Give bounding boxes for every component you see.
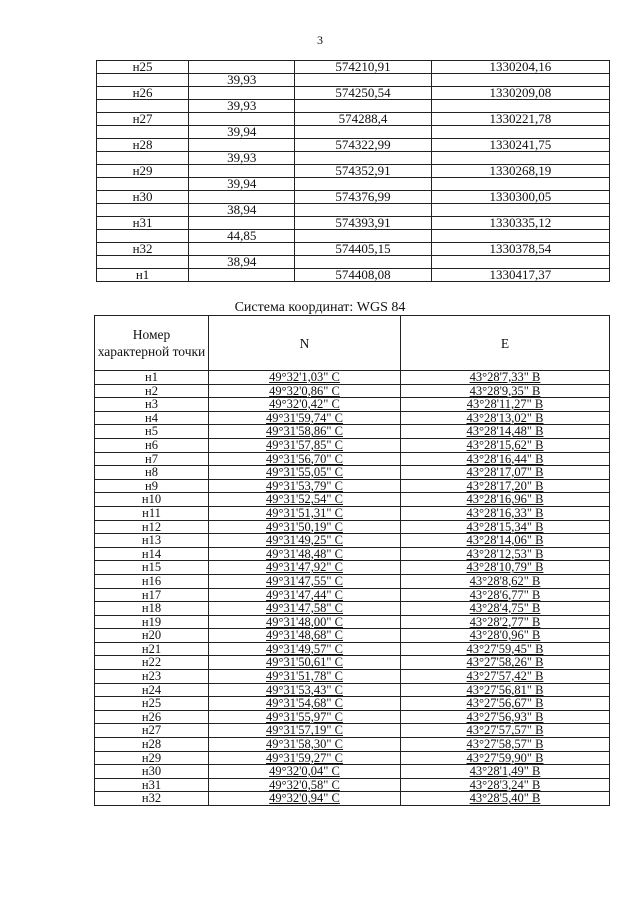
latitude-cell: 49°32'0,86" С xyxy=(209,384,401,398)
table-row xyxy=(95,778,610,792)
point-cell: н1 xyxy=(95,371,209,385)
table-row xyxy=(95,642,610,656)
longitude-cell: 43°28'1,49" В xyxy=(401,765,610,779)
table-row xyxy=(95,683,610,697)
table-header-row xyxy=(95,316,610,371)
y-cell: 1330335,12 xyxy=(431,217,609,230)
point-cell: н28 xyxy=(95,738,209,752)
longitude-cell: 43°28'7,33" В xyxy=(401,371,610,385)
table-row xyxy=(97,87,610,100)
table-row xyxy=(95,520,610,534)
y-cell: 1330378,54 xyxy=(431,243,609,256)
distance-cell: 39,93 xyxy=(189,74,295,87)
table-row xyxy=(95,792,610,806)
distance-cell: 39,94 xyxy=(189,126,295,139)
distance-cell: 44,85 xyxy=(189,230,295,243)
y-cell: 1330209,08 xyxy=(431,87,609,100)
longitude-cell: 43°28'6,77" В xyxy=(401,588,610,602)
table-row xyxy=(97,243,610,256)
table-row xyxy=(95,384,610,398)
point-cell: н27 xyxy=(95,724,209,738)
table-row xyxy=(95,588,610,602)
longitude-cell: 43°28'9,35" В xyxy=(401,384,610,398)
longitude-cell: 43°28'2,77" В xyxy=(401,615,610,629)
point-cell: н11 xyxy=(95,506,209,520)
point-cell: н12 xyxy=(95,520,209,534)
point-cell: н25 xyxy=(95,697,209,711)
longitude-cell: 43°28'16,33" В xyxy=(401,506,610,520)
longitude-cell: 43°27'56,67" В xyxy=(401,697,610,711)
point-cell: н6 xyxy=(95,438,209,452)
point-cell: н32 xyxy=(97,243,189,256)
point-cell: н26 xyxy=(97,87,189,100)
point-cell: н13 xyxy=(95,534,209,548)
table-row xyxy=(95,438,610,452)
latitude-cell: 49°31'49,57" С xyxy=(209,642,401,656)
point-cell: н30 xyxy=(97,191,189,204)
latitude-cell: 49°31'58,30" С xyxy=(209,738,401,752)
y-cell: 1330204,16 xyxy=(431,61,609,74)
table-row xyxy=(95,371,610,385)
point-cell: н1 xyxy=(97,269,189,282)
table-row xyxy=(95,738,610,752)
longitude-cell: 43°28'17,20" В xyxy=(401,479,610,493)
table-row xyxy=(95,479,610,493)
x-cell: 574210,91 xyxy=(295,61,431,74)
point-cell: н17 xyxy=(95,588,209,602)
longitude-cell: 43°27'56,93" В xyxy=(401,710,610,724)
table-row xyxy=(95,697,610,711)
longitude-cell: 43°27'58,57" В xyxy=(401,738,610,752)
longitude-cell: 43°28'14,48" В xyxy=(401,425,610,439)
point-cell: н14 xyxy=(95,547,209,561)
table-row xyxy=(95,534,610,548)
empty-cell xyxy=(189,269,295,282)
table-row xyxy=(95,493,610,507)
longitude-cell: 43°28'10,79" В xyxy=(401,561,610,575)
table-row xyxy=(95,506,610,520)
longitude-cell: 43°27'56,81" В xyxy=(401,683,610,697)
longitude-cell: 43°28'15,34" В xyxy=(401,520,610,534)
longitude-cell: 43°28'11,27" В xyxy=(401,398,610,412)
latitude-cell: 49°31'47,55" С xyxy=(209,574,401,588)
longitude-cell: 43°27'58,26" В xyxy=(401,656,610,670)
longitude-cell: 43°27'59,90" В xyxy=(401,751,610,765)
point-cell: н25 xyxy=(97,61,189,74)
point-cell: н3 xyxy=(95,398,209,412)
table-row xyxy=(97,113,610,126)
latitude-cell: 49°31'51,31" С xyxy=(209,506,401,520)
longitude-cell: 43°28'3,24" В xyxy=(401,778,610,792)
point-cell: н29 xyxy=(95,751,209,765)
longitude-cell: 43°28'5,40" В xyxy=(401,792,610,806)
table-row xyxy=(95,615,610,629)
latitude-cell: 49°31'51,78" С xyxy=(209,670,401,684)
longitude-cell: 43°28'4,75" В xyxy=(401,602,610,616)
point-cell: н32 xyxy=(95,792,209,806)
point-cell: н9 xyxy=(95,479,209,493)
point-cell: н16 xyxy=(95,574,209,588)
longitude-cell: 43°28'0,96" В xyxy=(401,629,610,643)
point-cell: н23 xyxy=(95,670,209,684)
table-row xyxy=(95,629,610,643)
coordinates-table-msk xyxy=(96,60,610,282)
table-row xyxy=(95,765,610,779)
y-cell: 1330417,37 xyxy=(431,269,609,282)
table-row xyxy=(95,602,610,616)
x-cell: 574376,99 xyxy=(295,191,431,204)
distance-cell: 38,94 xyxy=(189,204,295,217)
longitude-cell: 43°28'16,96" В xyxy=(401,493,610,507)
longitude-cell: 43°28'16,44" В xyxy=(401,452,610,466)
x-cell: 574288,4 xyxy=(295,113,431,126)
distance-cell: 38,94 xyxy=(189,256,295,269)
latitude-cell: 49°32'0,42" С xyxy=(209,398,401,412)
point-cell: н4 xyxy=(95,411,209,425)
longitude-cell: 43°28'14,06" В xyxy=(401,534,610,548)
latitude-cell: 49°31'48,68" С xyxy=(209,629,401,643)
point-cell: н22 xyxy=(95,656,209,670)
header-point-number: Номер характерной точки xyxy=(95,316,209,371)
page-number: 3 xyxy=(317,33,323,47)
latitude-cell: 49°32'1,03" С xyxy=(209,371,401,385)
y-cell: 1330300,05 xyxy=(431,191,609,204)
coordinates-table-wgs84-body xyxy=(95,371,610,806)
x-cell: 574408,08 xyxy=(295,269,431,282)
longitude-cell: 43°27'59,45" В xyxy=(401,642,610,656)
point-cell: н20 xyxy=(95,629,209,643)
longitude-cell: 43°27'57,42" В xyxy=(401,670,610,684)
latitude-cell: 49°31'55,97" С xyxy=(209,710,401,724)
y-cell: 1330268,19 xyxy=(431,165,609,178)
latitude-cell: 49°31'59,74" С xyxy=(209,411,401,425)
distance-cell: 39,93 xyxy=(189,152,295,165)
x-cell: 574352,91 xyxy=(295,165,431,178)
table-row xyxy=(95,411,610,425)
latitude-cell: 49°31'47,58" С xyxy=(209,602,401,616)
longitude-cell: 43°27'57,57" В xyxy=(401,724,610,738)
latitude-cell: 49°31'56,70" С xyxy=(209,452,401,466)
latitude-cell: 49°31'53,43" С xyxy=(209,683,401,697)
latitude-cell: 49°31'58,86" С xyxy=(209,425,401,439)
latitude-cell: 49°31'55,05" С xyxy=(209,466,401,480)
latitude-cell: 49°31'49,25" С xyxy=(209,534,401,548)
table-row xyxy=(95,398,610,412)
latitude-cell: 49°31'48,00" С xyxy=(209,615,401,629)
x-cell: 574250,54 xyxy=(295,87,431,100)
latitude-cell: 49°31'47,92" С xyxy=(209,561,401,575)
table-row xyxy=(95,670,610,684)
x-cell: 574322,99 xyxy=(295,139,431,152)
table-row xyxy=(95,710,610,724)
table-row xyxy=(95,724,610,738)
x-cell: 574393,91 xyxy=(295,217,431,230)
latitude-cell: 49°31'54,68" С xyxy=(209,697,401,711)
coordinates-table-wgs84 xyxy=(94,315,610,806)
latitude-cell: 49°31'47,44" С xyxy=(209,588,401,602)
point-cell: н27 xyxy=(97,113,189,126)
table-row xyxy=(97,217,610,230)
distance-cell: 39,93 xyxy=(189,100,295,113)
latitude-cell: 49°31'50,19" С xyxy=(209,520,401,534)
point-cell: н31 xyxy=(97,217,189,230)
table-row xyxy=(95,656,610,670)
point-cell: н5 xyxy=(95,425,209,439)
point-cell: н29 xyxy=(97,165,189,178)
x-cell: 574405,15 xyxy=(295,243,431,256)
coordinate-system-title: Система координат: WGS 84 xyxy=(234,300,406,315)
header-e: E xyxy=(401,316,610,371)
y-cell: 1330221,78 xyxy=(431,113,609,126)
point-cell: н26 xyxy=(95,710,209,724)
distance-cell: 39,94 xyxy=(189,178,295,191)
latitude-cell: 49°31'52,54" С xyxy=(209,493,401,507)
point-cell: н8 xyxy=(95,466,209,480)
point-cell: н21 xyxy=(95,642,209,656)
table-row xyxy=(95,466,610,480)
header-n: N xyxy=(209,316,401,371)
table-row xyxy=(97,139,610,152)
longitude-cell: 43°28'12,53" В xyxy=(401,547,610,561)
latitude-cell: 49°32'0,04" С xyxy=(209,765,401,779)
latitude-cell: 49°31'59,27" С xyxy=(209,751,401,765)
latitude-cell: 49°32'0,94" С xyxy=(209,792,401,806)
longitude-cell: 43°28'13,02" В xyxy=(401,411,610,425)
table-row xyxy=(97,191,610,204)
table-row xyxy=(97,165,610,178)
table-row xyxy=(95,452,610,466)
point-cell: н18 xyxy=(95,602,209,616)
point-cell: н15 xyxy=(95,561,209,575)
longitude-cell: 43°28'8,62" В xyxy=(401,574,610,588)
point-cell: н28 xyxy=(97,139,189,152)
y-cell: 1330241,75 xyxy=(431,139,609,152)
point-cell: н24 xyxy=(95,683,209,697)
longitude-cell: 43°28'15,62" В xyxy=(401,438,610,452)
table-row xyxy=(97,269,610,282)
latitude-cell: 49°31'53,79" С xyxy=(209,479,401,493)
table-row xyxy=(95,425,610,439)
table-row xyxy=(95,574,610,588)
point-cell: н30 xyxy=(95,765,209,779)
table-row xyxy=(95,547,610,561)
latitude-cell: 49°31'57,19" С xyxy=(209,724,401,738)
latitude-cell: 49°31'57,85" С xyxy=(209,438,401,452)
table-row xyxy=(95,751,610,765)
point-cell: н19 xyxy=(95,615,209,629)
point-cell: н7 xyxy=(95,452,209,466)
coordinates-table-msk-body xyxy=(97,61,610,282)
table-row xyxy=(97,61,610,74)
point-cell: н10 xyxy=(95,493,209,507)
latitude-cell: 49°32'0,58" С xyxy=(209,778,401,792)
point-cell: н31 xyxy=(95,778,209,792)
latitude-cell: 49°31'50,61" С xyxy=(209,656,401,670)
table-row xyxy=(95,561,610,575)
point-cell: н2 xyxy=(95,384,209,398)
longitude-cell: 43°28'17,07" В xyxy=(401,466,610,480)
latitude-cell: 49°31'48,48" С xyxy=(209,547,401,561)
